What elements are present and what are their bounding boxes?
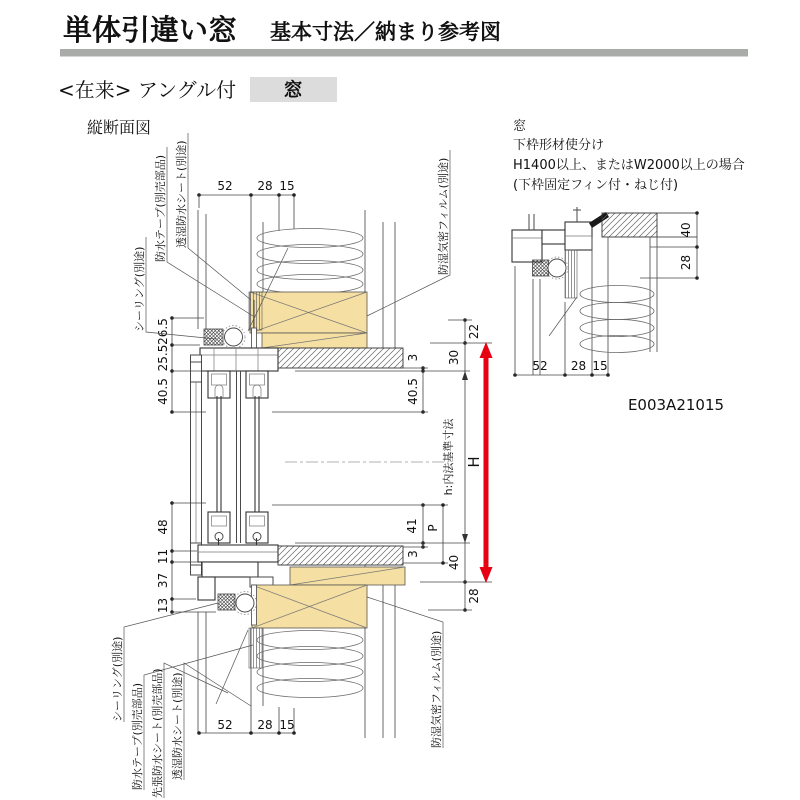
detail-note: (下枠固定フィン付・ねじ付) xyxy=(513,178,679,193)
dim-52-top: 52 xyxy=(217,179,233,193)
label-preapplied-sheet xyxy=(150,663,228,798)
detail-casing xyxy=(602,213,657,237)
label-tape-top xyxy=(153,147,253,316)
dim-P: P xyxy=(426,524,440,532)
svg-text:先張防水シート(別売部品): 先張防水シート(別売部品) xyxy=(151,668,164,798)
dim-37: 37 xyxy=(156,572,170,589)
dim-30: 30 xyxy=(447,349,461,366)
dim-11: 11 xyxy=(156,548,170,565)
dimension-top xyxy=(197,179,296,208)
detail-sheet-flap xyxy=(549,297,577,336)
interior-casing-head xyxy=(278,348,403,368)
svg-text:透湿防水シート(別途): 透湿防水シート(別途) xyxy=(171,672,184,780)
dim-28-top: 28 xyxy=(257,179,273,193)
label-sealing-top xyxy=(132,237,216,339)
dim-40-5-right: 40.5 xyxy=(406,378,420,405)
svg-text:防水テープ(別売部品): 防水テープ(別売部品) xyxy=(131,682,144,790)
label-breathable-sheet-bottom xyxy=(170,663,251,780)
H-label: H xyxy=(465,456,483,468)
detail-dim-28b: 28 xyxy=(570,359,587,373)
svg-text:防湿気密フィルム(別途): 防湿気密フィルム(別途) xyxy=(437,157,450,275)
label-vapor-film-top xyxy=(367,150,450,316)
insect-screen xyxy=(191,355,202,575)
dim-13: 13 xyxy=(156,597,170,614)
pre-applied-sheet-flap xyxy=(216,630,248,704)
dim-40-5-left: 40.5 xyxy=(156,378,170,405)
detail-view xyxy=(512,119,745,414)
wood-sill-blocking xyxy=(252,567,405,628)
dim-22: 22 xyxy=(467,323,481,340)
dim-25-5: 25.5 xyxy=(156,344,170,372)
detail-dim-52b: 52 xyxy=(532,359,548,373)
drawing-code: E003A21015 xyxy=(627,396,725,414)
label-breathable-sheet-top xyxy=(174,133,251,300)
wood-lintel xyxy=(250,292,367,348)
detail-insulation xyxy=(580,286,654,353)
mounting-fin-top xyxy=(252,328,257,348)
dim-26-5: 26.5 xyxy=(156,318,170,345)
upper-wall xyxy=(198,195,395,349)
dim-15-top: 15 xyxy=(279,179,295,193)
interior-sash xyxy=(246,371,268,543)
label-tape-bottom xyxy=(130,645,253,790)
insulation-batt-bottom xyxy=(257,631,363,698)
label-vapor-film-bottom xyxy=(367,597,443,748)
backer-rod-top xyxy=(222,326,245,349)
dimension-bottom xyxy=(197,718,296,735)
dim-41: 41 xyxy=(405,518,419,534)
dim-3-bottom: 3 xyxy=(406,550,420,558)
svg-text:シーリング(別途): シーリング(別途) xyxy=(133,246,146,332)
head-frame xyxy=(200,348,278,371)
detail-condition: H1400以上、またはW2000以上の場合 xyxy=(513,158,745,173)
detail-dimension-right xyxy=(679,211,699,280)
series-label: <在来> アングル付 xyxy=(58,78,237,102)
sealing-top xyxy=(204,329,223,345)
detail-subtitle: 下枠形材使分け xyxy=(513,138,605,153)
dim-28-right: 28 xyxy=(467,588,481,604)
waterproof-tape-bottom xyxy=(249,628,262,668)
main-section-view xyxy=(110,133,493,798)
detail-dim-40: 40 xyxy=(679,222,693,238)
page-title: 単体引違い窓 xyxy=(63,13,238,47)
svg-text:防湿気密フィルム(別途): 防湿気密フィルム(別途) xyxy=(430,630,443,748)
dim-28-bottom: 28 xyxy=(257,718,273,732)
page-subtitle: 基本寸法／納まり参考図 xyxy=(270,20,501,44)
series-box-label: 窓 xyxy=(283,79,303,101)
dim-3-top: 3 xyxy=(406,353,420,362)
section-title: 縦断面図 xyxy=(87,118,152,137)
detail-dim-15b: 15 xyxy=(592,359,608,373)
detail-sill-profile xyxy=(512,207,609,262)
callout-labels xyxy=(110,133,450,798)
detail-dim-28: 28 xyxy=(679,254,693,271)
svg-text:防水テープ(別売部品): 防水テープ(別売部品) xyxy=(154,154,167,262)
dim-52-bottom: 52 xyxy=(217,718,233,732)
svg-text:透湿防水シート(別途): 透湿防水シート(別途) xyxy=(175,140,188,248)
dim-40: 40 xyxy=(447,554,461,571)
meeting-stile xyxy=(237,371,241,543)
interior-casing-sill xyxy=(278,546,403,565)
sealing-bottom xyxy=(218,594,235,610)
insulation-batt-top xyxy=(257,229,363,294)
header xyxy=(58,13,748,137)
window-frame xyxy=(191,348,404,600)
svg-text:シーリング(別途): シーリング(別途) xyxy=(111,636,124,722)
detail-title: 窓 xyxy=(513,119,527,134)
dim-48: 48 xyxy=(156,519,170,535)
dimension-right-inner xyxy=(272,354,470,565)
exterior-sash xyxy=(208,371,230,543)
inner-height-label: h:内法基準寸法 xyxy=(442,418,455,496)
header-rule xyxy=(60,49,748,57)
detail-sealing xyxy=(533,260,549,276)
detail-tape xyxy=(565,250,577,298)
dim-15-bottom: 15 xyxy=(279,718,295,732)
